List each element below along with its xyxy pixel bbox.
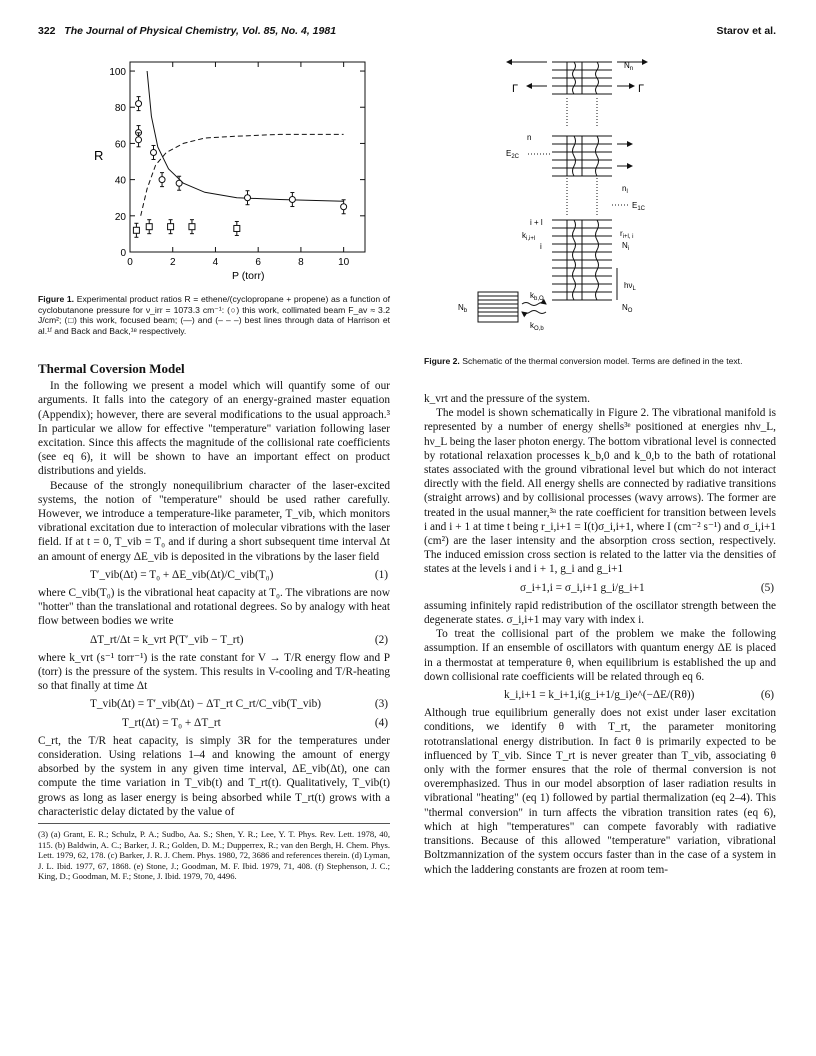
data-point-square [133, 227, 139, 233]
equation-3: T_vib(Δt) = T′_vib(Δt) − ΔT_rt C_rt/C_vib(T_vib) (3) [90, 698, 388, 711]
x-tick-label: 10 [338, 257, 350, 268]
label-e2c: $E_{2C}$ [506, 149, 520, 160]
figure-2-caption-text: Schematic of the thermal conversion model. Terms are defined in the text. [462, 356, 743, 366]
label-i-plus-1: i + l [530, 218, 543, 227]
label-nb: $N_b$ [458, 303, 468, 314]
equation-6: k_i,i+1 = k_i+1,i(g_i+1/g_i)e^(−ΔE/(Rθ)) (6) [504, 689, 774, 702]
y-tick-label: 0 [120, 248, 126, 259]
data-point-square [146, 224, 152, 230]
x-tick-label: 4 [212, 257, 219, 268]
dashed-fit-line [141, 134, 344, 215]
label-ni: $N_i$ [622, 241, 630, 252]
label-r: $r_{i+l, i}$ [620, 229, 634, 240]
x-tick-label: 2 [169, 257, 176, 268]
paragraph: assuming infinitely rapid redistribution of the oscillator strength between the degenerate states. σ_i,i+1 may vary with index i. [424, 599, 776, 627]
data-point-square [168, 224, 174, 230]
label-kbo: $k_{b,O}$ [530, 291, 544, 302]
dotted-connector-2 [567, 178, 597, 216]
figure-2-caption-label: Figure 2. [424, 356, 460, 366]
x-axis-label: P (torr) [232, 270, 265, 282]
equation-2: ΔT_rt/Δt = k_vrt P(T′_vib − T_rt) (2) [90, 633, 388, 646]
y-tick-label: 40 [114, 175, 126, 187]
rotational-bath [478, 292, 518, 322]
paragraph: Although true equilibrium generally does not exist under laser excitation conditions, we identify θ with T_rt, the parameter monitoring rototranslational energy distribution. In fact θ is primarily expected to be influenced by T_vib. Since T_rt is never greater than T_vib, associating θ only with the former ensures that the role of thermal conversion is not overemphasized. Thus in our model absorption of laser radiation results in vibrational "heating" (eq 1) followed by partial thermalization (eq 2–4). This "thermal conversion" in turn affects the vibration transition rates (eq 6), which at high "temperatures" can compete favorably with radiative transitions. Because of this allowed "temperature" variation, vibrational Boltzmannization of the system occurs faster than in the case of a system in which the laddering constants are frozen at room tem- [424, 707, 776, 876]
x-tick-label: 8 [298, 257, 304, 268]
figure-1-caption-text: Experimental product ratios R = ethene/(cyclopropane + propene) as a function of cyclobutanone pressure for ν_irr = 1073.3 cm⁻¹: (○) this work, collimated beam F_av ≈ 3.2 J/cm²; (□) this work, focused beam; (—) and (– – –) best lines through data of Harrison et al.¹ᶠ and Back and Back,¹ᵉ respectively. [38, 294, 390, 336]
y-axis-label: R [94, 148, 104, 163]
data-point-circle [151, 149, 157, 155]
dotted-connector [567, 98, 597, 128]
label-e1c: $E_{1C}$ [632, 201, 646, 212]
paragraph: k_vrt and the pressure of the system. [424, 393, 590, 405]
data-point-circle [245, 195, 251, 201]
author-header: Starov et al. [716, 25, 776, 37]
paragraph: To treat the collisional part of the problem we make the following assumption. If an ensemble of oscillators with quantum energy ΔE is placed in a thermostat at temperature θ, when equilibrium is established the up and down collisional rate coefficients will be related through eq 6. [424, 628, 776, 683]
paragraph: Because of the strongly nonequilibrium character of the laser-excited systems, the notion of "temperature" should be used rather carefully. However, we introduce a temperature-like parameter, T_vib, which monitors vibrational excitation due to interaction of molecular vibrations with the laser field. If at t = 0, T_vib = T₀ and if during a short subsequent time interval Δt an amount of energy ΔE_vib is deposited in the vibrations by the laser field [38, 479, 390, 563]
label-n1: $n_l$ [622, 184, 628, 195]
label-nn: $N_n$ [624, 61, 634, 72]
wavy-arrow-kob [522, 311, 546, 314]
figure-1-caption [38, 294, 390, 336]
paragraph: The model is shown schematically in Figure 2. The vibrational manifold is represented by a number of energy shells³ᵉ positioned at energies nhν_L, hν_L being the laser photon energy. The bottom vibrational level is connected by rotational relaxation processes k_b,0 and k_0,b to the bath of rotational states associated with the ground vibrational level but which do not interact directly with the field. All energy shells are connected by radiative transitions (straight arrows) and by collisional processes (wavy arrows). The former are treated in the usual manner,³ᵃ the rate coefficient for transition between levels i and i + 1 at time t being r_i,i+1 = I(t)σ_i,i+1, where I (cm⁻² s⁻¹) and σ_i,i+1 (cm²) are the laser intensity and the absorption cross section, respectively. The induced emission cross section is related to the latter via the densities of states at the levels i and i + 1, g_i and g_i+1 [424, 407, 776, 576]
section-title: Thermal Coversion Model [38, 361, 185, 376]
data-point-circle [289, 197, 295, 203]
page-number: 322 [38, 25, 56, 37]
data-point-circle [136, 101, 142, 107]
label-gamma-right: Γ [638, 83, 645, 95]
figure-1-caption-label: Figure 1. [38, 294, 75, 304]
y-tick-label: 80 [114, 103, 126, 115]
plot-frame [130, 62, 365, 252]
figure-1-chart [80, 52, 380, 282]
running-header [38, 25, 336, 37]
paragraph: where C_vib(T₀) is the vibrational heat capacity at T₀. The vibrations are now "hotter" than the translational and rotational degrees. So by analogy with heat flow between bodies we write [38, 587, 390, 628]
data-point-circle [176, 180, 182, 186]
paragraph: C_rt, the T/R heat capacity, is simply 3R for the temperatures under consideration. Using relations 1–4 and knowing the amount of energy absorbed by the system in any given time interval, ΔE_vib(Δt), one can compute the time variation in T_vib(t) and T_rt(t). Qualitatively, T_vib(t) grows as long as laser energy is being absorbed while T_rt(t) grows with a characteristic delay dictated by the value of [38, 734, 390, 818]
label-kob: $k_{O,b}$ [530, 321, 544, 332]
x-tick-label: 0 [127, 257, 133, 268]
figure-2-schematic [458, 48, 722, 348]
paragraph: In the following we present a model which will quantify some of our arguments. It falls into the category of an energy-grained master equation (Appendix); however, there are several modifications to the usual approach.³ In particular we allow for effective "temperature" variation following laser excitation. Since this affects the magnitude of the collisional rate coefficients (see eq 6), it will be shown to have an important effect on product distributions and yields. [38, 380, 390, 478]
transition-arrows-mid [567, 136, 599, 176]
data-point-square [189, 224, 195, 230]
y-tick-label: 20 [114, 211, 126, 223]
footnote: (3) (a) Grant, E. R.; Schulz, P. A.; Sudbo, Aa. S.; Shen, Y. R.; Lee, Y. T. Phys. Rev. Lett. 1978, 40, 115. (b) Baldwin, A. C.; Barker, J. R.; Golden, D. M.; Dupperrex, R.; van den Bergh, H. Chem. Phys. Lett. 1979, 62, 178. (c) Barker, J. R. J. Chem. Phys. 1980, 72, 3686 and references therein. (d) Lyman, J. L. Ibid. 1977, 67, 1868. (e) Stone, J.; Goodman, M. F. Ibid. 1979, 71, 408. (f) Stephenson, J. C.; King, D.; Goodman, M. F.; Stone, J. Ibid. 1979, 70, 4496. [38, 823, 390, 882]
data-point-circle [159, 177, 165, 183]
data-point-circle [341, 204, 347, 210]
y-tick-label: 100 [109, 67, 126, 79]
label-gamma-left: Γ [512, 83, 519, 95]
x-tick-label: 6 [255, 257, 261, 268]
wavy-arrow-kbo [522, 303, 546, 306]
data-point-circle [136, 137, 142, 143]
paragraph: where k_vrt (s⁻¹ torr⁻¹) is the rate constant for V → T/R energy flow and P (torr) is the pressure of the system. This results in V-cooling and T/R-heating so that finally at time Δt [38, 651, 390, 693]
left-column [38, 352, 390, 882]
equation-1: T′_vib(Δt) = T₀ + ΔE_vib(Δt)/C_vib(T₀) (1) [90, 568, 388, 581]
data-point-square [234, 225, 240, 231]
right-column [424, 392, 776, 877]
label-i: i [540, 242, 542, 251]
equation-5: σ_i+1,i = σ_i,i+1 g_i/g_i+1 (5) [520, 581, 774, 594]
label-no: $N_O$ [622, 303, 633, 314]
figure-2-caption [424, 356, 776, 367]
label-hv: $h\nu_L$ [624, 281, 636, 292]
label-k: $k_{i,i+l}$ [522, 231, 536, 242]
equation-4: T_rt(Δt) = T₀ + ΔT_rt (4) [122, 716, 388, 729]
journal-title: The Journal of Physical Chemistry, Vol. 85, No. 4, 1981 [64, 25, 337, 37]
y-tick-label: 60 [114, 139, 126, 151]
label-n2: n [527, 133, 532, 142]
